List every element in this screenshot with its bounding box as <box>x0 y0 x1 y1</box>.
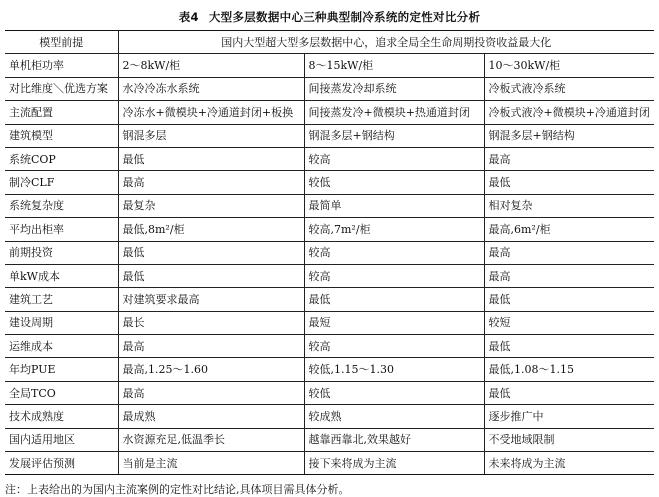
row-label-cell: 技术成熟度 <box>5 405 118 428</box>
table-row <box>5 241 654 264</box>
value-cell: 钢混多层+钢结构 <box>484 124 654 147</box>
value-cell: 钢混多层 <box>118 124 304 147</box>
value-cell: 不受地域限制 <box>484 428 654 451</box>
header-premise-description: 国内大型超大型多层数据中心，追求全局全生命周期投资收益最大化 <box>118 31 654 54</box>
value-cell: 最复杂 <box>118 194 304 217</box>
table-body <box>5 54 654 475</box>
comparison-table <box>5 30 654 475</box>
value-cell: 水资源充足,低温季长 <box>118 428 304 451</box>
table-row <box>5 405 654 428</box>
value-cell: 钢混多层+钢结构 <box>304 124 484 147</box>
table-row <box>5 218 654 241</box>
value-cell: 10～30kW/柜 <box>484 54 654 77</box>
value-cell: 最低 <box>304 288 484 311</box>
row-label-cell: 平均出柜率 <box>5 218 118 241</box>
value-cell: 间接蒸发冷+微模块+热通道封闭 <box>304 101 484 124</box>
value-cell: 较高 <box>304 264 484 287</box>
value-cell: 相对复杂 <box>484 194 654 217</box>
value-cell: 最短 <box>304 311 484 334</box>
table-row <box>5 358 654 381</box>
value-cell: 较高 <box>304 241 484 264</box>
value-cell: 最高 <box>484 264 654 287</box>
value-cell: 2～8kW/柜 <box>118 54 304 77</box>
value-cell: 最高,6m²/柜 <box>484 218 654 241</box>
row-label-cell: 年均PUE <box>5 358 118 381</box>
value-cell: 最高 <box>118 335 304 358</box>
value-cell: 水冷冷冻水系统 <box>118 77 304 100</box>
row-label-cell: 全局TCO <box>5 381 118 404</box>
value-cell: 最低 <box>484 288 654 311</box>
value-cell: 最高 <box>484 147 654 170</box>
value-cell: 最低 <box>484 381 654 404</box>
value-cell: 最高 <box>484 241 654 264</box>
row-label-cell: 系统复杂度 <box>5 194 118 217</box>
value-cell: 越靠西靠北,效果越好 <box>304 428 484 451</box>
value-cell: 较成熟 <box>304 405 484 428</box>
table-row <box>5 428 654 451</box>
value-cell: 最低 <box>484 335 654 358</box>
table-row <box>5 335 654 358</box>
table-row <box>5 101 654 124</box>
value-cell: 最低,8m²/柜 <box>118 218 304 241</box>
table-header-row <box>5 31 654 54</box>
value-cell: 间接蒸发冷却系统 <box>304 77 484 100</box>
row-label-cell: 前期投资 <box>5 241 118 264</box>
table-number: 表4 <box>178 10 199 24</box>
row-label-cell: 制冷CLF <box>5 171 118 194</box>
header-model-premise: 模型前提 <box>5 31 118 54</box>
row-label-cell: 主流配置 <box>5 101 118 124</box>
table-row <box>5 147 654 170</box>
value-cell: 最简单 <box>304 194 484 217</box>
value-cell: 最低 <box>118 241 304 264</box>
value-cell: 较低,1.15～1.30 <box>304 358 484 381</box>
value-cell: 较低 <box>304 171 484 194</box>
value-cell: 最成熟 <box>118 405 304 428</box>
value-cell: 冷冻水+微模块+冷通道封闭+板换 <box>118 101 304 124</box>
value-cell: 较高 <box>304 335 484 358</box>
value-cell: 未来将成为主流 <box>484 452 654 475</box>
value-cell: 最低 <box>118 147 304 170</box>
table-row <box>5 288 654 311</box>
row-label-cell: 国内适用地区 <box>5 428 118 451</box>
value-cell: 当前是主流 <box>118 452 304 475</box>
value-cell: 逐步推广中 <box>484 405 654 428</box>
row-label-cell: 建筑工艺 <box>5 288 118 311</box>
row-label-cell: 建设周期 <box>5 311 118 334</box>
row-label-cell: 单kW成本 <box>5 264 118 287</box>
table-row <box>5 194 654 217</box>
row-label-cell: 对比维度＼优选方案 <box>5 77 118 100</box>
value-cell: 接下来将成为主流 <box>304 452 484 475</box>
table-caption <box>0 9 659 25</box>
value-cell: 8～15kW/柜 <box>304 54 484 77</box>
value-cell: 最高,1.25～1.60 <box>118 358 304 381</box>
value-cell: 较低 <box>304 381 484 404</box>
value-cell: 冷板式液冷系统 <box>484 77 654 100</box>
value-cell: 冷板式液冷+微模块+冷通道封闭 <box>484 101 654 124</box>
value-cell: 最长 <box>118 311 304 334</box>
value-cell: 最高 <box>118 381 304 404</box>
value-cell: 较短 <box>484 311 654 334</box>
table-row <box>5 54 654 77</box>
row-label-cell: 运维成本 <box>5 335 118 358</box>
table-row <box>5 311 654 334</box>
table-row <box>5 264 654 287</box>
row-label-cell: 系统COP <box>5 147 118 170</box>
row-label-cell: 单机柜功率 <box>5 54 118 77</box>
row-label-cell: 发展评估预测 <box>5 452 118 475</box>
table-row <box>5 124 654 147</box>
row-label-cell: 建筑模型 <box>5 124 118 147</box>
table-row <box>5 171 654 194</box>
table-title: 大型多层数据中心三种典型制冷系统的定性对比分析 <box>208 10 481 24</box>
value-cell: 较高 <box>304 147 484 170</box>
value-cell: 最低,1.08～1.15 <box>484 358 654 381</box>
table-row <box>5 77 654 100</box>
table-row <box>5 381 654 404</box>
value-cell: 较高,7m²/柜 <box>304 218 484 241</box>
value-cell: 最高 <box>118 171 304 194</box>
value-cell: 最低 <box>484 171 654 194</box>
value-cell: 对建筑要求最高 <box>118 288 304 311</box>
table-footnote: 注：上表给出的为国内主流案例的定性对比结论,具体项目需具体分析。 <box>5 483 350 496</box>
table-row <box>5 452 654 475</box>
value-cell: 最低 <box>118 264 304 287</box>
